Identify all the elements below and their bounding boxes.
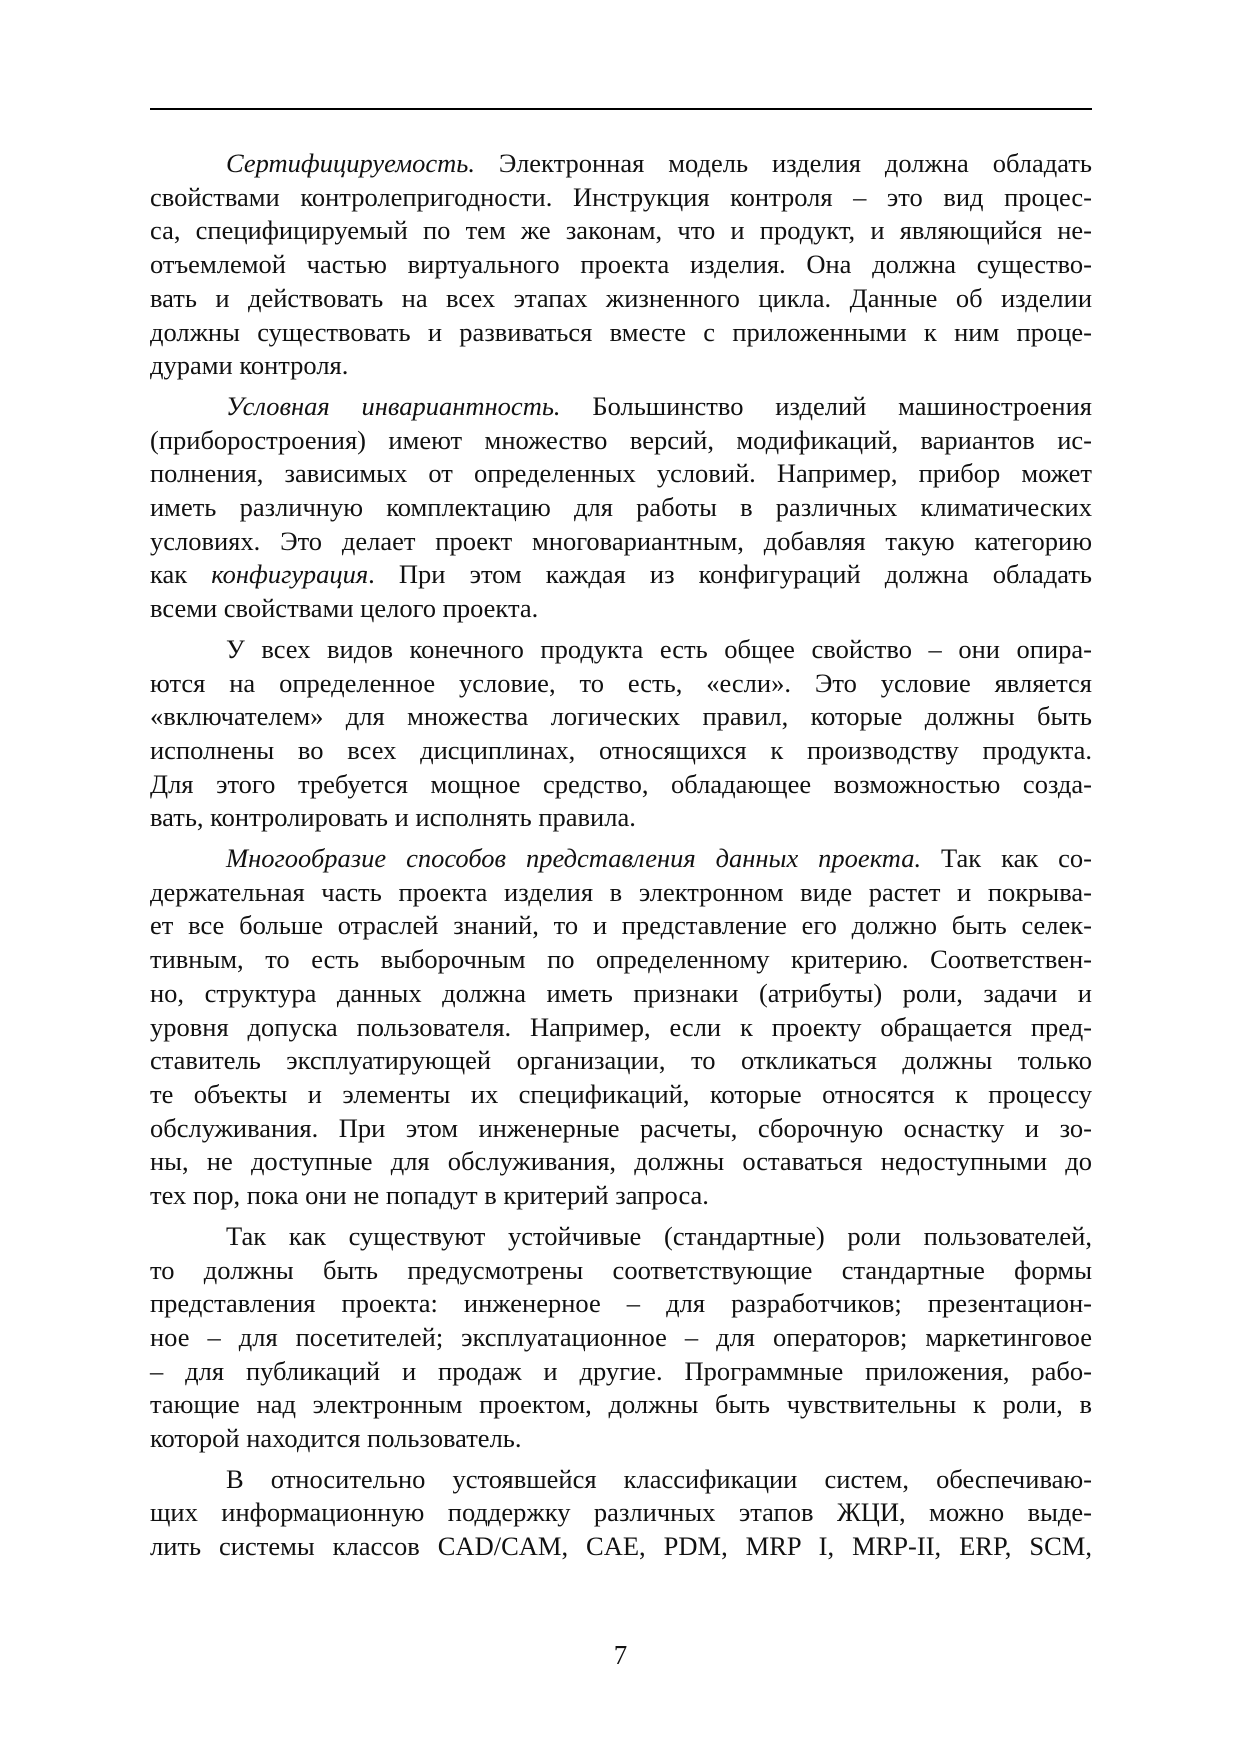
text-line: (приборостроения) имеют множество версий, модификаций, вариантов ис- (150, 424, 1092, 455)
text-line: вать и действовать на всех этапах жизненного цикла. Данные об изделии (150, 282, 1092, 313)
text-line: отъемлемой частью виртуального проекта изделия. Она должна существо- (150, 249, 1092, 280)
text-line: лить системы классов CAD/CAM, CAE, PDM, MRP I, MRP-II, ERP, SCM, (150, 1531, 1092, 1562)
text-line: са, специфицируемый по тем же законам, что и продукт, и являющийся не- (150, 215, 1092, 246)
text-line: ное – для посетителей; эксплуатационное – для операторов; маркетинговое (150, 1321, 1092, 1352)
text-line: «включателем» для множества логических правил, которые должны быть (150, 701, 1092, 732)
text-line: исполнены во всех дисциплинах, относящихся к производству продукта. (150, 734, 1092, 765)
text-line: Сертифицируемость. Электронная модель изделия должна обладать (226, 148, 1092, 178)
text-line: дурами контроля. (150, 350, 349, 381)
text-line: У всех видов конечного продукта есть общее свойство – они опира- (226, 633, 1092, 664)
text-line: Так как существуют устойчивые (стандартные) роли пользователей, (226, 1220, 1092, 1251)
text-line: обслуживания. При этом инженерные расчеты, сборочную оснастку и зо- (150, 1112, 1092, 1143)
text-line: всеми свойствами целого проекта. (150, 593, 539, 624)
text-line: – для публикаций и продаж и другие. Программные приложения, рабо- (150, 1355, 1092, 1386)
text-line: представления проекта: инженерное – для разработчиков; презентацион- (150, 1288, 1092, 1319)
paragraph-conditional-invariance (150, 390, 1092, 626)
italic-term: Сертифицируемость. (226, 148, 475, 178)
text-line: щих информационную поддержку различных этапов ЖЦИ, можно выде- (150, 1497, 1092, 1528)
text-line: тивным, то есть выборочным по определенному критерию. Соответствен- (150, 944, 1092, 975)
text-line: Условная инвариантность. Большинство изделий машиностроения (226, 390, 1092, 421)
text-line: ставитель эксплуатирующей организации, то откликаться должны только (150, 1045, 1092, 1076)
text-line: то должны быть предусмотрены соответствующие стандартные формы (150, 1254, 1092, 1285)
italic-term: Многообразие способов представления данных проекта. (226, 843, 922, 874)
text-line: ны, не доступные для обслуживания, должны оставаться недоступными до (150, 1146, 1092, 1177)
text-line: Для этого требуется мощное средство, обладающее возможностью созда- (150, 768, 1092, 799)
text-line: Многообразие способов представления данных проекта. Так как со- (226, 843, 1092, 874)
italic-term: Условная инвариантность. (226, 390, 561, 421)
text-line: свойствами контролепригодности. Инструкция контроля – это вид процес- (150, 181, 1092, 212)
text-line: иметь различную комплектацию для работы в различных климатических (150, 492, 1092, 523)
text-line: которой находится пользователь. (150, 1423, 522, 1454)
text-line: тающие над электронным проектом, должны быть чувствительны к роли, в (150, 1389, 1092, 1420)
text-line: ются на определенное условие, то есть, «если». Это условие является (150, 667, 1092, 698)
text-line: В относительно устоявшейся классификации систем, обеспечиваю- (226, 1463, 1092, 1494)
text-line: уровня допуска пользователя. Например, если к проекту обращается пред- (150, 1011, 1092, 1042)
header-rule (150, 108, 1092, 110)
page-number: 7 (613, 1640, 628, 1670)
text-line: вать, контролировать и исполнять правила. (150, 802, 636, 833)
text-line: полнения, зависимых от определенных условий. Например, прибор может (150, 458, 1092, 489)
text-line: держательная часть проекта изделия в электронном виде растет и покрыва- (150, 876, 1092, 907)
text-line: ет все больше отраслей знаний, то и представление его должно быть селек- (150, 910, 1092, 941)
text-line: как конфигурация. При этом каждая из конфигураций должна обладать (150, 559, 1092, 590)
italic-term: конфигурация (211, 559, 369, 590)
paragraph-certifiability (150, 147, 1092, 383)
text-line: должны существовать и развиваться вместе с приложенными к ним проце- (150, 316, 1092, 347)
paragraph-common-property (150, 633, 1092, 835)
paragraph-user-roles (150, 1220, 1092, 1456)
text-line: но, структура данных должна иметь признаки (атрибуты) роли, задачи и (150, 977, 1092, 1008)
text-line: те объекты и элементы их спецификаций, которые относятся к процессу (150, 1078, 1092, 1109)
body-text (150, 147, 1092, 1571)
text-line: условиях. Это делает проект многовариантным, добавляя такую категорию (150, 525, 1092, 556)
paragraph-data-representation (150, 842, 1092, 1213)
text-line: тех пор, пока они не попадут в критерий запроса. (150, 1180, 709, 1211)
paragraph-system-classes (150, 1463, 1092, 1564)
